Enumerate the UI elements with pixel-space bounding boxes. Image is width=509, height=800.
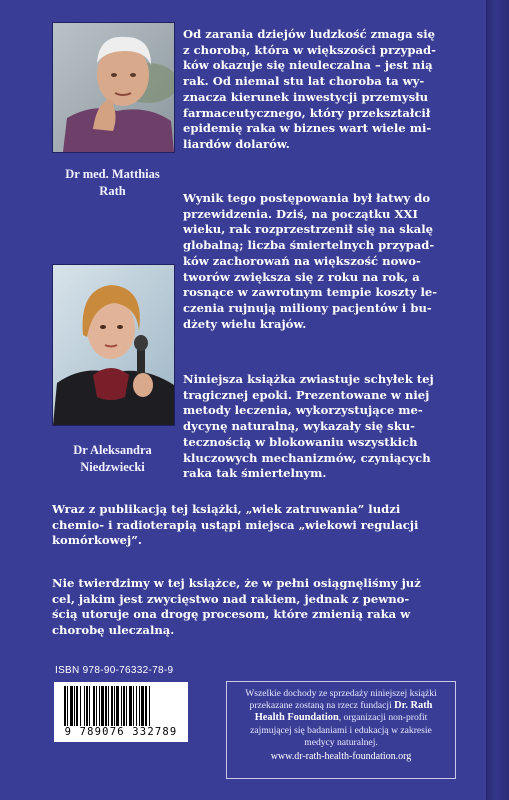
barcode-bar — [96, 686, 97, 726]
text-line: z chorobą, która w większości przypad- — [183, 42, 436, 57]
text-line: tworów zwiększa się z roku na rok, a — [183, 269, 420, 284]
barcode-bar — [86, 686, 88, 726]
notice-line: przekazane zostaną na rzecz fundacji — [249, 700, 395, 712]
text-line: chorobę uleczalną. — [52, 623, 175, 638]
text-line: farmaceutycznego, który przekształcił — [183, 105, 431, 120]
text-line: kluczowych mechanizmów, czyniących — [183, 450, 431, 465]
notice-line: medycy naturalnej. — [304, 736, 378, 748]
barcode-bar — [70, 686, 73, 726]
author-photo-matthias-rath — [52, 22, 175, 153]
foundation-notice-box — [226, 681, 456, 779]
foundation-url[interactable]: www.dr-rath-health-foundation.org — [270, 751, 412, 763]
paragraph-4 — [52, 502, 484, 549]
barcode-bar — [67, 686, 68, 726]
foundation-name: Dr. Rath — [394, 700, 433, 712]
text-line: dycynę naturalną, wykazały się sku- — [183, 419, 415, 434]
barcode-bar — [74, 686, 75, 726]
barcode-bar — [80, 686, 81, 726]
paragraph-3 — [183, 372, 483, 482]
text-line: raka tak śmiertelnym. — [183, 466, 327, 481]
barcode-bar — [99, 686, 100, 726]
text-line: ków okazuje się nieuleczalna – jest nią — [183, 58, 433, 73]
barcode-bar — [145, 686, 147, 726]
text-line: wieku, rak rozprzestrzenił się na skalę — [183, 222, 434, 237]
barcode-bar — [149, 686, 150, 726]
barcode-bar — [133, 686, 134, 726]
text-line: ścią utoruje ona drogę procesom, które zmienią raka w — [52, 607, 411, 622]
author-caption-2 — [40, 442, 185, 476]
text-line: rak. Od niemal stu lat choroba ta wy- — [183, 74, 425, 89]
barcode-digits: 9 789076 332789 — [64, 726, 178, 738]
paragraph-5 — [52, 576, 484, 639]
author-caption-1 — [40, 166, 185, 200]
barcode-bar — [129, 686, 132, 726]
author-name-line: Dr med. Matthias — [65, 167, 160, 181]
text-line: tragicznej epoki. Prezentowane w niej — [183, 387, 430, 402]
barcode-bar — [108, 686, 109, 726]
barcode-bar — [141, 686, 144, 726]
text-line: Wynik tego postępowania był łatwy do — [183, 191, 431, 205]
barcode-bar — [126, 686, 127, 726]
notice-line: zajmującej się badaniami i edukacją w zakresie — [250, 724, 432, 736]
text-line: przewidzenia. Dziś, na początku XXI — [183, 206, 418, 221]
text-line: Od zarania dziejów ludzkość zmaga się — [183, 27, 435, 41]
barcode-bar — [111, 686, 113, 726]
text-line: Nie twierdzimy w tej książce, że w pełni osiągnęliśmy już — [52, 576, 421, 590]
barcode-bar — [114, 686, 115, 726]
barcode-bar — [105, 686, 107, 726]
text-line: dżety wielu krajów. — [183, 316, 307, 331]
text-line: globalną; liczba śmiertelnych przypad- — [183, 238, 435, 253]
text-line: epidemię raka w biznes wart wiele mi- — [183, 121, 432, 136]
text-line: rosnące w zawrotnym tempie koszty le- — [183, 285, 438, 300]
isbn-label: ISBN 978-90-76332-78-9 — [55, 665, 174, 676]
text-line: liardów dolarów. — [183, 136, 290, 151]
text-line: tecznością w blokowaniu wszystkich — [183, 434, 418, 449]
text-line: Niniejsza książka zwiastuje schyłek tej — [183, 372, 434, 386]
barcode-bar — [76, 686, 78, 726]
book-spine-edge — [486, 0, 509, 800]
author-photo-aleksandra-niedzwiecki — [52, 264, 175, 426]
barcode-bar — [84, 686, 85, 726]
text-line: chemio- i radioterapią ustąpi miejsca „wiekowi regulacji — [52, 517, 419, 532]
text-line: cel, jakim jest zwycięstwo nad rakiem, jednak z pewno- — [52, 591, 410, 606]
text-line: znacza kierunek inwestycji przemysłu — [183, 89, 429, 104]
barcode-bar — [64, 686, 66, 726]
text-line: czenia rujnują miliony pacjentów i bu- — [183, 300, 432, 315]
notice-line: , organizacji non-profit — [338, 712, 428, 724]
barcode-bar — [136, 686, 137, 726]
notice-line: Wszelkie dochody ze sprzedaży niniejszej książki — [245, 688, 437, 699]
barcode-bar — [123, 686, 125, 726]
paragraph-2 — [183, 191, 483, 332]
paragraph-1 — [183, 27, 483, 153]
barcode-bar — [101, 686, 104, 726]
text-line: komórkowej”. — [52, 533, 142, 548]
author-name-line: Niedzwiecki — [80, 460, 145, 474]
barcode-bar — [93, 686, 95, 726]
author-name-line: Dr Aleksandra — [73, 443, 152, 457]
barcode-bar — [121, 686, 122, 726]
barcode-bar — [139, 686, 140, 726]
author-name-line: Rath — [99, 184, 126, 198]
foundation-name: Health Foundation — [254, 712, 339, 724]
barcode-bar — [89, 686, 90, 726]
barcode-bar — [116, 686, 119, 726]
text-line: Wraz z publikacją tej książki, „wiek zatruwania” ludzi — [52, 502, 401, 516]
text-line: metody leczenia, wykorzystujące me- — [183, 403, 423, 418]
text-line: ków zachorowań na większość nowo- — [183, 253, 421, 268]
